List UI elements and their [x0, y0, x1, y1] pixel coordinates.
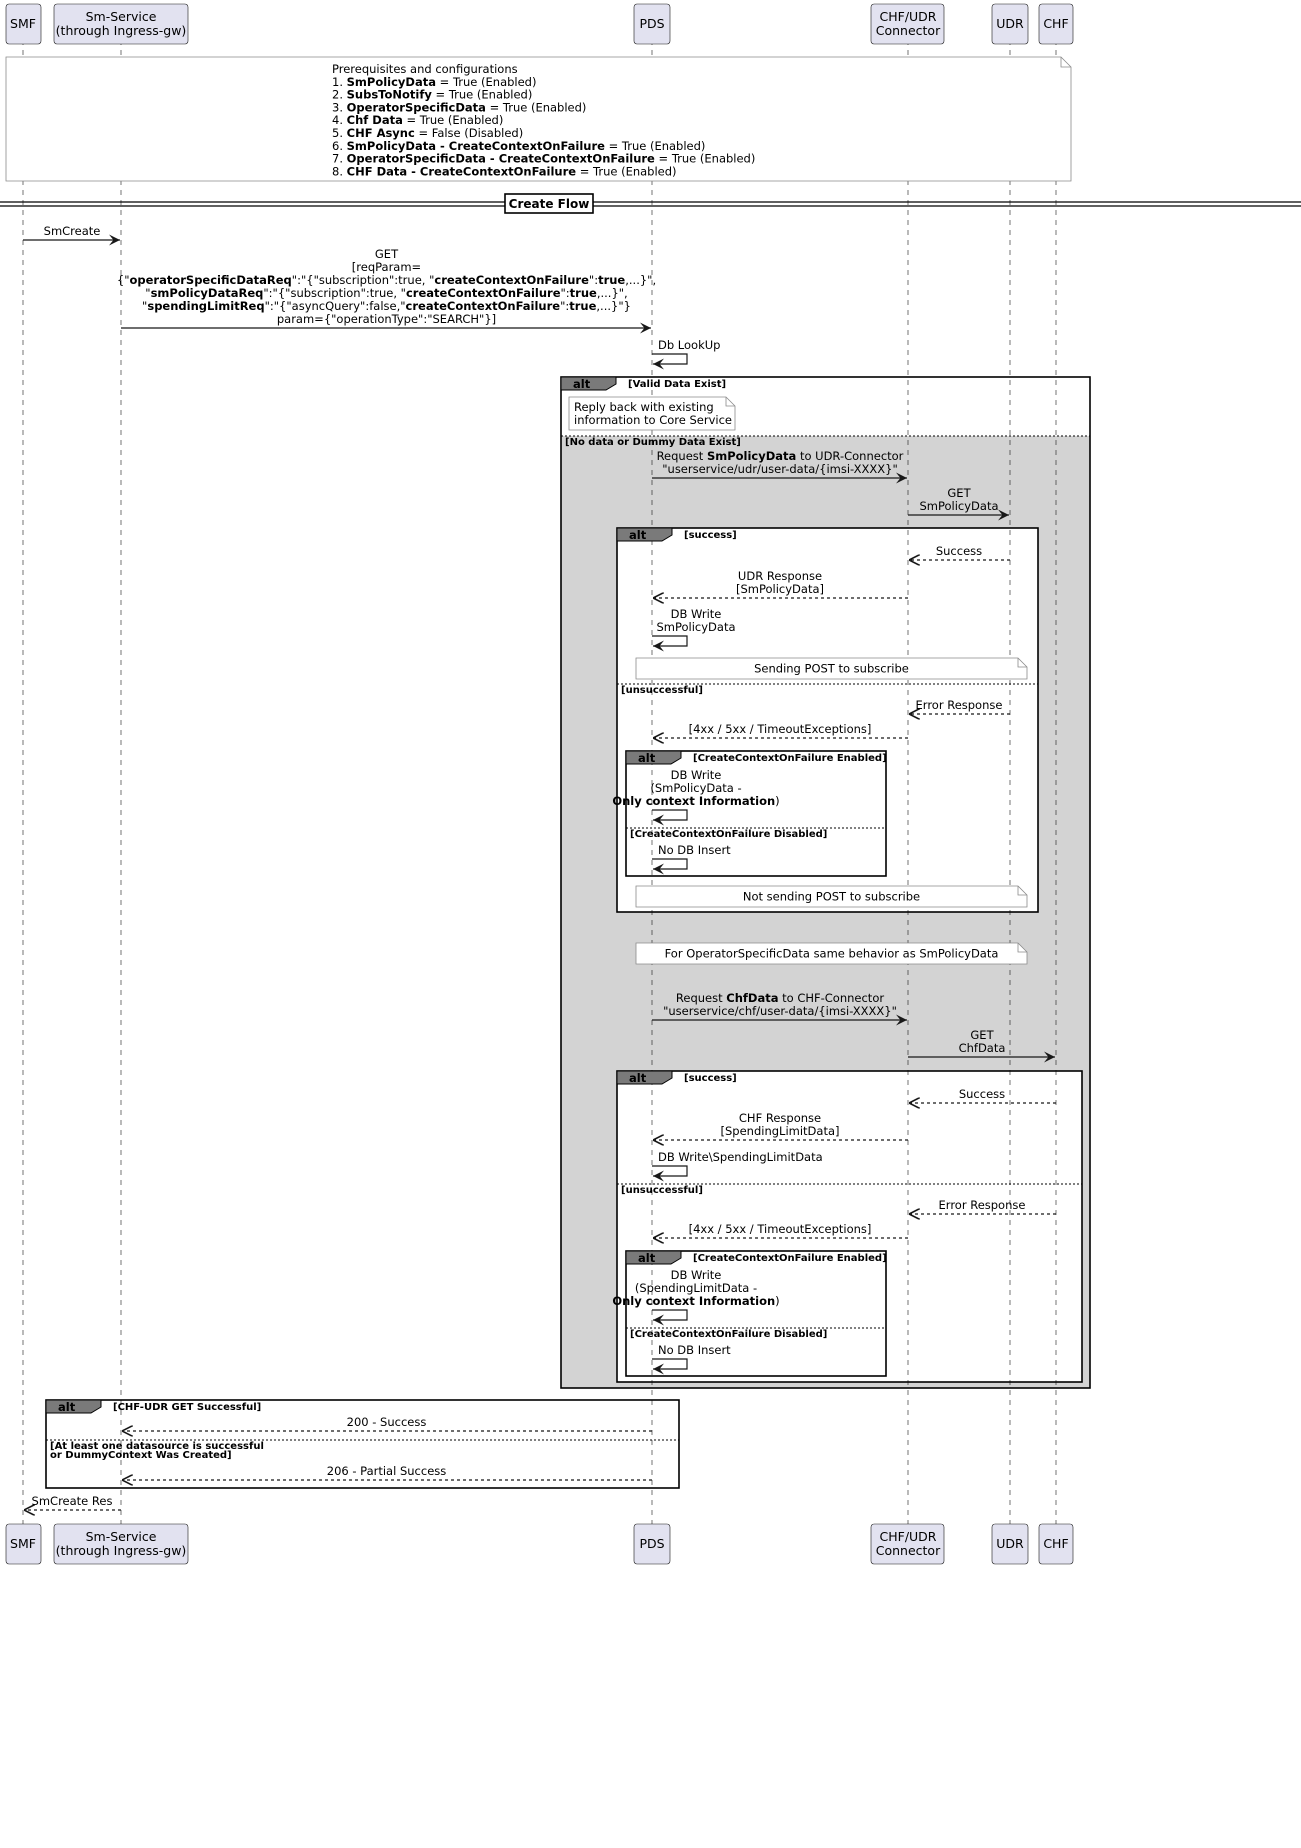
msg-get-pds-label-line: GET: [374, 247, 399, 261]
participant-label: Connector: [875, 23, 941, 38]
participant-label: PDS: [639, 16, 665, 31]
msg-db-write-sl-ctx-label: DB Write: [670, 1268, 722, 1282]
sep-chf-ccof-disabled-guard: [CreateContextOnFailure Disabled]: [630, 1329, 828, 1340]
msg-db-write-sl-ctx-label: (SpendingLimitData -: [634, 1281, 758, 1295]
divider-label: Create Flow: [508, 197, 590, 211]
alt-smpolicy-keyword: alt: [629, 528, 647, 542]
alt-valid-data-guard: [Valid Data Exist]: [628, 379, 727, 390]
msg-get-pds-label-line: "spendingLimitReq":"{"asyncQuery":false,"createContextOnFailure":true,...}"}: [142, 299, 631, 313]
prereq-line: 1. SmPolicyData = True (Enabled): [332, 74, 537, 89]
msg-udr-success-label-line: Success: [935, 544, 983, 558]
msg-udr-response-label-line: UDR Response: [737, 569, 823, 583]
msg-db-write-sl-ctx-label: Only context Information): [612, 1294, 780, 1308]
alt-smpolicy-ccof-keyword: alt: [638, 751, 656, 765]
msg-resp-200-label-line: 200 - Success: [346, 1415, 427, 1429]
note-not-sending-post-text: Not sending POST to subscribe: [742, 889, 921, 904]
participant-label: Sm-Service: [85, 1529, 157, 1544]
msg-chf-error-label-line: Error Response: [938, 1198, 1026, 1212]
alt-chf-keyword: alt: [629, 1071, 647, 1085]
msg-get-pds-label-line: param={"operationType":"SEARCH"}]: [276, 312, 497, 326]
alt-chf-ccof-keyword: alt: [638, 1251, 656, 1265]
msg-get-smpolicy-label-line: SmPolicyData: [919, 499, 999, 513]
note-reply-back-text: Reply back with existing: [574, 400, 714, 414]
sep-smpolicy-unsuccessful-guard: [unsuccessful]: [621, 685, 703, 696]
msg-chf-timeout-label-line: [4xx / 5xx / TimeoutExceptions]: [688, 1222, 872, 1236]
msg-smcreate-res-label-line: SmCreate Res: [31, 1494, 113, 1508]
prereq-line: 5. CHF Async = False (Disabled): [332, 126, 524, 140]
prereq-line: 4. Chf Data = True (Enabled): [332, 113, 504, 128]
msg-chf-response-label-line: CHF Response: [738, 1111, 822, 1125]
sep-no-data-guard: [No data or Dummy Data Exist]: [565, 437, 741, 448]
prereq-line: 3. OperatorSpecificData = True (Enabled): [332, 100, 587, 115]
participant-label: PDS: [639, 1536, 665, 1551]
msg-udr-error-label-line: Error Response: [915, 698, 1003, 712]
prereq-line: 8. CHF Data - CreateContextOnFailure = True (Enabled): [332, 164, 677, 179]
msg-db-write-smpolicy-label: SmPolicyData: [656, 620, 736, 634]
participant-label: CHF: [1043, 1536, 1069, 1551]
sep-partial-guard2: or DummyContext Was Created]: [50, 1450, 232, 1461]
msg-request-chf-label-line: Request ChfData to CHF-Connector: [675, 991, 885, 1005]
msg-db-write-sm-ctx-label: (SmPolicyData -: [650, 781, 742, 795]
participant-label: CHF/UDR: [879, 1529, 937, 1544]
participant-label: UDR: [996, 1536, 1024, 1551]
alt-smpolicy-ccof-guard: [CreateContextOnFailure Enabled]: [693, 753, 887, 764]
msg-db-lookup-label: Db LookUp: [658, 338, 721, 352]
sep-smpolicy-ccof-disabled-guard: [CreateContextOnFailure Disabled]: [630, 829, 828, 840]
prereq-line: 2. SubsToNotify = True (Enabled): [332, 87, 533, 102]
note-sending-post-text: Sending POST to subscribe: [754, 661, 909, 676]
msg-db-write-sm-ctx-label: DB Write: [670, 768, 722, 782]
participant-label: (through Ingress-gw): [55, 23, 187, 38]
msg-request-smpolicy-label-line: "userservice/udr/user-data/{imsi-XXXX}": [662, 462, 898, 476]
alt-chf-ccof-guard: [CreateContextOnFailure Enabled]: [693, 1253, 887, 1264]
alt-chf-udr-keyword: alt: [58, 1400, 76, 1414]
participant-label: Sm-Service: [85, 9, 157, 24]
alt-chf-udr-guard: [CHF-UDR GET Successful]: [113, 1402, 262, 1413]
participant-label: CHF: [1043, 16, 1069, 31]
msg-db-write-sm-ctx-label: Only context Information): [612, 794, 780, 808]
participant-label: CHF/UDR: [879, 9, 937, 24]
msg-db-write-smpolicy-label: DB Write: [670, 607, 722, 621]
msg-chf-response-label-line: [SpendingLimitData]: [720, 1124, 840, 1138]
participant-label: (through Ingress-gw): [55, 1543, 187, 1558]
msg-no-db-insert-2-label: No DB Insert: [658, 1343, 731, 1357]
alt-smpolicy-guard: [success]: [684, 530, 737, 541]
msg-request-chf-label-line: "userservice/chf/user-data/{imsi-XXXX}": [663, 1004, 897, 1018]
prereq-line: Prerequisites and configurations: [332, 62, 518, 76]
alt-chf-guard: [success]: [684, 1073, 737, 1084]
msg-get-chf-label-line: GET: [970, 1028, 994, 1042]
msg-udr-response-label-line: [SmPolicyData]: [735, 582, 825, 596]
prereq-line: 7. OperatorSpecificData - CreateContextOnFailure = True (Enabled): [332, 151, 756, 166]
sep-chf-unsuccessful-guard: [unsuccessful]: [621, 1185, 703, 1196]
participant-label: UDR: [996, 16, 1024, 31]
msg-get-smpolicy-label-line: GET: [947, 486, 971, 500]
msg-no-db-insert-1-label: No DB Insert: [658, 843, 731, 857]
alt-valid-data-keyword: alt: [573, 377, 591, 391]
msg-chf-success-label-line: Success: [958, 1087, 1006, 1101]
msg-udr-timeout-label-line: [4xx / 5xx / TimeoutExceptions]: [688, 722, 872, 736]
msg-get-pds-label-line: {"operatorSpecificDataReq":"{"subscription":true, "createContextOnFailure":true,...}",: [116, 273, 657, 287]
msg-request-smpolicy-label-line: Request SmPolicyData to UDR-Connector: [656, 449, 904, 463]
note-operator-specific-text: For OperatorSpecificData same behavior as SmPolicyData: [664, 946, 999, 961]
msg-db-write-spending-label: DB Write\SpendingLimitData: [658, 1150, 823, 1164]
msg-db-lookup: [652, 354, 687, 364]
participant-label: SMF: [10, 1536, 36, 1551]
participant-label: Connector: [875, 1543, 941, 1558]
msg-get-pds-label-line: "smPolicyDataReq":"{"subscription":true, "createContextOnFailure":true,...}",: [145, 286, 628, 300]
msg-smcreate-label-line: SmCreate: [43, 224, 101, 238]
prereq-line: 6. SmPolicyData - CreateContextOnFailure = True (Enabled): [332, 138, 706, 153]
participant-label: SMF: [10, 16, 36, 31]
note-reply-back-text: information to Core Service: [574, 413, 733, 427]
msg-get-pds-label-line: [reqParam=: [351, 260, 422, 274]
msg-get-chf-label-line: ChfData: [958, 1041, 1006, 1055]
msg-resp-206-label-line: 206 - Partial Success: [326, 1464, 447, 1478]
sep-partial-guard: [At least one datasource is successful: [50, 1441, 264, 1452]
